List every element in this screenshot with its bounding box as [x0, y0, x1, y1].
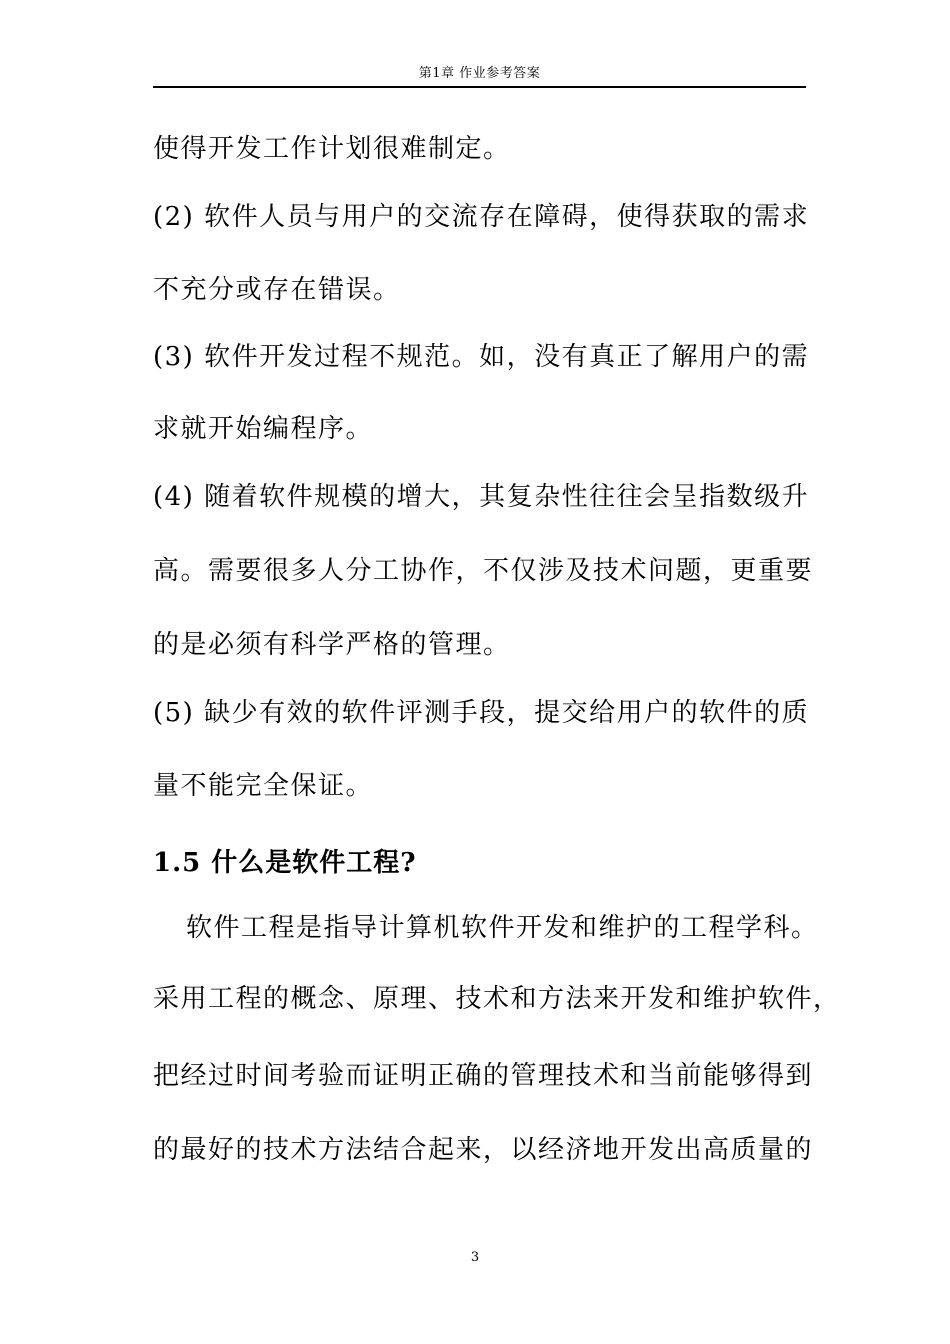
paragraph-line-2: 采用工程的概念、原理、技术和方法来开发和维护软件， — [153, 984, 841, 1014]
paragraph-line-4: 的最好的技术方法结合起来，以经济地开发出高质量的 — [153, 1135, 814, 1165]
body-line-9: (5) 缺少有效的软件评测手段，提交给用户的软件的质 — [153, 698, 810, 728]
body-line-10: 量不能完全保证。 — [153, 771, 374, 801]
body-line-2: (2) 软件人员与用户的交流存在障碍，使得获取的需求 — [153, 202, 810, 232]
body-line-6: (4) 随着软件规模的增大，其复杂性往往会呈指数级升 — [153, 482, 810, 512]
body-line-8: 的是必须有科学严格的管理。 — [153, 630, 511, 660]
page-header — [153, 62, 806, 88]
section-heading: 1.5 什么是软件工程? — [153, 848, 417, 878]
header-title: 第1章 作业参考答案 — [418, 66, 541, 81]
paragraph-line-3: 把经过时间考验而证明正确的管理技术和当前能够得到 — [153, 1061, 814, 1091]
body-line-4: (3) 软件开发过程不规范。如，没有真正了解用户的需 — [153, 342, 810, 372]
body-line-3: 不充分或存在错误。 — [153, 275, 401, 305]
body-line-7: 高。需要很多人分工协作，不仅涉及技术问题，更重要 — [153, 556, 814, 586]
page-number: 3 — [470, 1250, 480, 1265]
paragraph-line-1: 软件工程是指导计算机软件开发和维护的工程学科。 — [186, 913, 819, 943]
body-line-5: 求就开始编程序。 — [153, 414, 374, 444]
body-line-1: 使得开发工作计划很难制定。 — [153, 134, 511, 164]
